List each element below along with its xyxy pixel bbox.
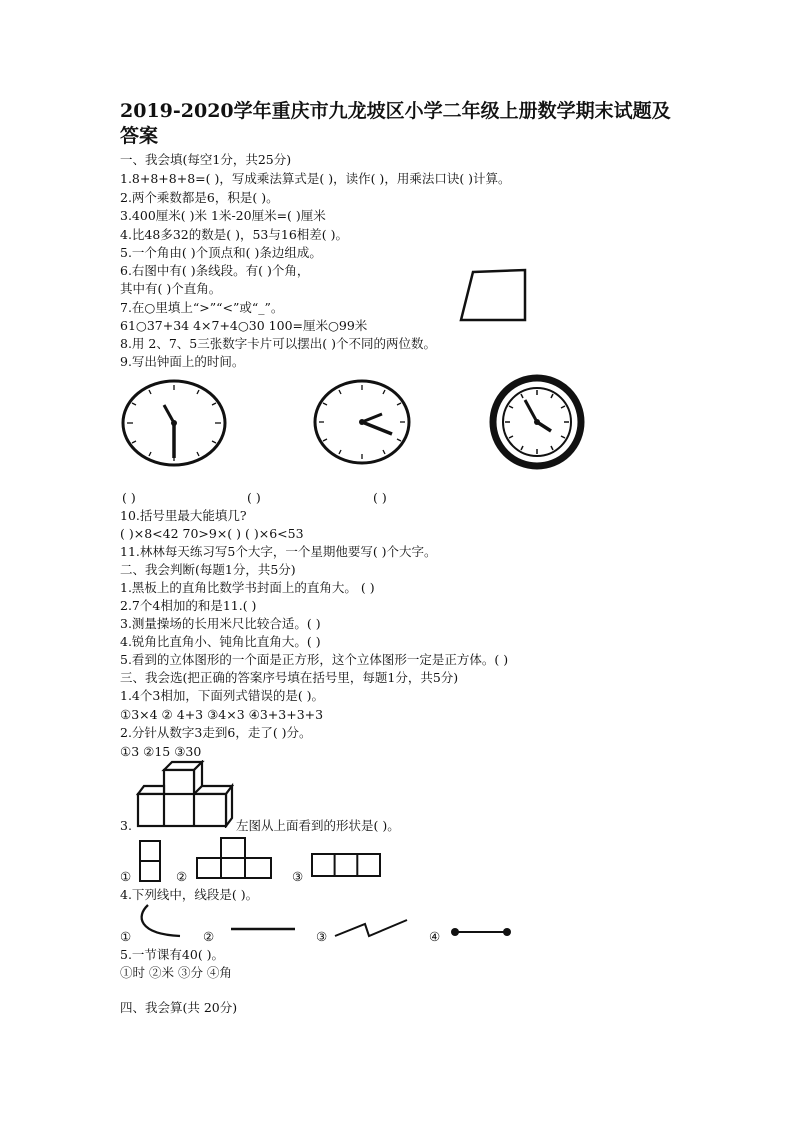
question-1-7: 7.在○里填上“>”“<”或“_”。 bbox=[120, 300, 284, 315]
question-3-2-options: ①3 ②15 ③30 bbox=[120, 744, 202, 759]
option-label: ③ bbox=[292, 869, 304, 884]
question-3-3-number: 3. bbox=[120, 818, 132, 833]
question-2-4: 4.锐角比直角小、钝角比直角大。( ) bbox=[120, 634, 321, 649]
clock-face-2 bbox=[312, 378, 412, 466]
question-1-2: 2.两个乘数都是6，积是( )。 bbox=[120, 190, 279, 205]
question-3-5: 5.一节课有40( )。 bbox=[120, 947, 225, 962]
question-2-5: 5.看到的立体图形的一个面是正方形，这个立体图形一定是正方体。( ) bbox=[120, 652, 509, 667]
question-2-1: 1.黑板上的直角比数学书封面上的直角大。 ( ) bbox=[120, 580, 375, 595]
section3-heading: 三、我会选(把正确的答案序号填在括号里，每题1分，共5分) bbox=[120, 670, 459, 685]
question-3-1: 1.4个3相加，下面列式错误的是( )。 bbox=[120, 688, 325, 703]
question-2-2: 2.7个4相加的和是11.( ) bbox=[120, 598, 257, 613]
question-1-6b: 其中有( )个直角。 bbox=[120, 281, 222, 296]
question-1-8: 8.用 2、7、5三张数字卡片可以摆出( )个不同的两位数。 bbox=[120, 336, 436, 351]
curve-line-option bbox=[136, 902, 184, 940]
question-1-5: 5.一个角由( )个顶点和( )条边组成。 bbox=[120, 245, 322, 260]
question-1-6a: 6.右图中有( )条线段。有( )个角， bbox=[120, 263, 310, 278]
option-label: ① bbox=[120, 869, 132, 884]
question-1-11: 11.林林每天练习写5个大字，一个星期他要写( )个大字。 bbox=[120, 544, 437, 559]
question-1-10-items: ( )×8<42 70>9×( ) ( )×6<53 bbox=[120, 526, 304, 541]
question-1-4: 4.比48多32的数是( )，53与16相差( )。 bbox=[120, 227, 349, 242]
option-label: ② bbox=[203, 929, 215, 944]
clock-face-1 bbox=[120, 378, 228, 468]
question-3-2: 2.分针从数字3走到6，走了( )分。 bbox=[120, 725, 312, 740]
question-1-1: 1.8+8+8+8=( )，写成乘法算式是( )，读作( )，用乘法口诀( )计算。 bbox=[120, 171, 511, 186]
option-label: ② bbox=[176, 869, 188, 884]
clock-answer-blank: ( ) bbox=[373, 490, 387, 505]
clock-answer-blank: ( ) bbox=[247, 490, 261, 505]
top-view-option-2 bbox=[196, 836, 272, 880]
clock-answer-blank: ( ) bbox=[122, 490, 136, 505]
question-3-3-text: 左图从上面看到的形状是( )。 bbox=[236, 818, 400, 833]
section2-heading: 二、我会判断(每题1分，共5分) bbox=[120, 562, 296, 577]
stacked-cubes-figure bbox=[134, 760, 234, 828]
page-title: 2019-2020学年重庆市九龙坡区小学二年级上册数学期末试题及答案 bbox=[120, 100, 671, 147]
top-view-option-1 bbox=[139, 840, 161, 882]
zigzag-line-option bbox=[333, 916, 409, 940]
quadrilateral-figure bbox=[455, 268, 535, 326]
question-1-10: 10.括号里最大能填几? bbox=[120, 508, 247, 523]
section1-heading: 一、我会填(每空1分，共25分) bbox=[120, 152, 292, 167]
question-1-7-items: 61○37+34 4×7+4○30 100=厘米○99米 bbox=[120, 318, 368, 333]
clock-face-3 bbox=[489, 374, 585, 470]
line-segment-option bbox=[449, 926, 513, 938]
question-3-1-options: ①3×4 ② 4+3 ③4×3 ④3+3+3+3 bbox=[120, 707, 324, 722]
question-2-3: 3.测量操场的长用米尺比较合适。( ) bbox=[120, 616, 321, 631]
question-3-5-options: ①时 ②米 ③分 ④角 bbox=[120, 965, 232, 980]
top-view-option-3 bbox=[311, 853, 381, 877]
question-1-9: 9.写出钟面上的时间。 bbox=[120, 354, 245, 369]
question-1-3: 3.400厘米( )米 1米-20厘米=( )厘米 bbox=[120, 208, 326, 223]
option-label: ③ bbox=[316, 929, 328, 944]
option-label: ④ bbox=[429, 929, 441, 944]
section4-heading: 四、我会算(共 20分) bbox=[120, 1000, 238, 1015]
straight-line-option bbox=[229, 925, 297, 933]
option-label: ① bbox=[120, 929, 132, 944]
question-3-4: 4.下列线中，线段是( )。 bbox=[120, 887, 259, 902]
